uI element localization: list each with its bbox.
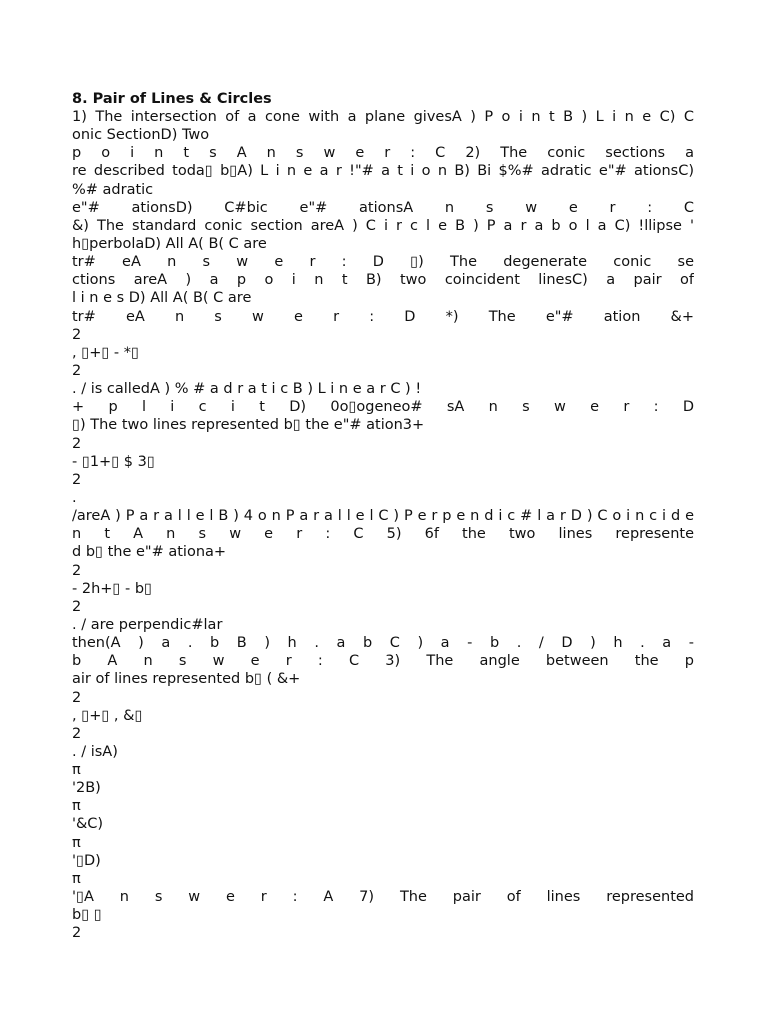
document-body	[72, 108, 694, 942]
text-line: '▯A n s w e r : A 7) The pair of lines represented	[72, 889, 694, 906]
text-line: b▯ ▯	[72, 907, 102, 924]
text-line: 2	[72, 598, 82, 615]
text-line: π	[72, 798, 81, 815]
text-line: 2	[72, 471, 82, 488]
text-line: d b▯ the e"# ationa+	[72, 544, 227, 561]
text-line: 2	[72, 562, 82, 579]
text-line: 1) The intersection of a cone with a plane givesA ) P o i n t B ) L i n e C) C	[72, 109, 694, 125]
text-line: b A n s w e r : C 3) The angle between the p	[72, 653, 694, 670]
text-line: /areA ) P a r a l l e l B ) 4 o n P a r a l l e l C ) P e r p e n d i c # l a r D ) C o i n c i d e	[72, 508, 694, 525]
text-line: '&C)	[72, 816, 104, 833]
text-line: onic SectionD) Two	[72, 127, 210, 144]
text-line: + p l i c i t D) 0o▯ogeneo# sA n s w e r : D	[72, 399, 694, 416]
text-line: - 2h+▯ - b▯	[72, 580, 153, 597]
text-line: π	[72, 834, 81, 851]
text-line: - ▯1+▯ $ 3▯	[72, 453, 155, 470]
text-line: π	[72, 870, 81, 887]
text-line: . / isA)	[72, 743, 118, 760]
text-line: ▯) The two lines represented b▯ the e"# ation3+	[72, 417, 425, 434]
text-line: p o i n t s A n s w e r : C 2) The conic sections a	[72, 145, 694, 162]
text-line: . / is calledA ) % # a d r a t i c B ) L i n e a r C ) !	[72, 381, 422, 398]
text-line: h▯perbolaD) All A( B( C are	[72, 235, 267, 252]
text-line: '2B)	[72, 780, 101, 797]
section-title: 8. Pair of Lines & Circles	[72, 91, 272, 107]
text-line: . / are perpendic#lar	[72, 616, 223, 633]
text-line: 2	[72, 725, 82, 742]
text-line: 2	[72, 689, 82, 706]
text-line: &) The standard conic section areA ) C i r c l e B ) P a r a b o l a C) !llipse '	[72, 217, 694, 234]
text-line: 2	[72, 925, 82, 942]
text-line: re described toda▯ b▯A) L i n e a r !"# a t i o n B) Bi $%# adratic e"# ationsC)	[72, 163, 694, 180]
text-line: tr# eA n s w e r : D *) The e"# ation &+	[72, 308, 694, 325]
text-line: %# adratic	[72, 181, 154, 198]
text-line: , ▯+▯ , &▯	[72, 707, 143, 724]
text-line: n t A n s w e r : C 5) 6f the two lines represente	[72, 526, 694, 543]
text-line: ctions areA ) a p o i n t B) two coincident linesC) a pair of	[72, 272, 694, 289]
text-line: 2	[72, 326, 82, 343]
text-line: 2	[72, 362, 82, 379]
text-line: e"# ationsD) C#bic e"# ationsA n s w e r : C	[72, 199, 694, 216]
text-line: 2	[72, 435, 82, 452]
text-line: '▯D)	[72, 852, 101, 869]
text-line: then(A ) a . b B ) h . a b C ) a - b . / D ) h . a -	[72, 635, 694, 652]
text-line: π	[72, 762, 81, 779]
text-line: , ▯+▯ - *▯	[72, 344, 140, 361]
text-line: l i n e s D) All A( B( C are	[72, 290, 252, 307]
text-line: tr# eA n s w e r : D ▯) The degenerate conic se	[72, 254, 694, 271]
text-line: .	[72, 489, 77, 506]
text-line: air of lines represented b▯ ( &+	[72, 671, 301, 688]
